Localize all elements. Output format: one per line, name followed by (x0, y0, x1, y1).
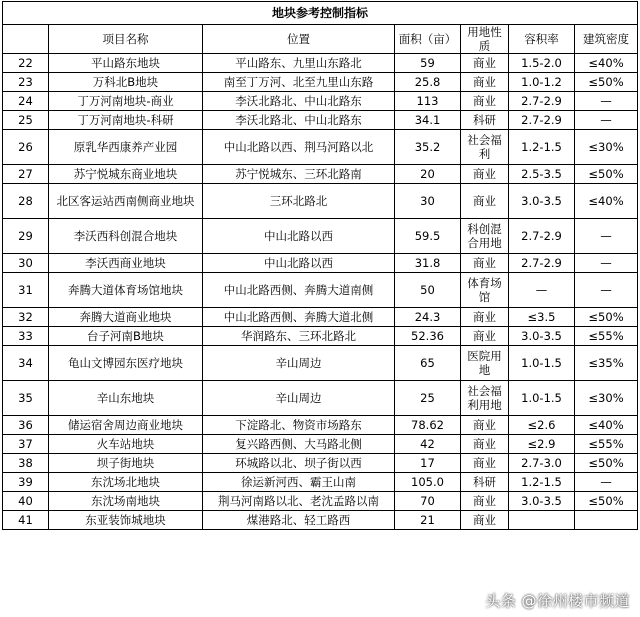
land-use-cell: 商业 (461, 435, 509, 454)
area-cell: 24.3 (395, 308, 461, 327)
table-row (3, 435, 638, 454)
plot-ratio-cell: ≤2.9 (509, 435, 575, 454)
land-use-cell: 科研 (461, 473, 509, 492)
location-cell: 辛山周边 (203, 346, 395, 381)
area-cell: 78.62 (395, 416, 461, 435)
project-name-cell: 坝子街地块 (49, 454, 203, 473)
building-density-cell: ≤35% (575, 346, 638, 381)
project-name-cell: 丁万河南地块-科研 (49, 111, 203, 130)
plot-ratio-cell: 2.5-3.5 (509, 165, 575, 184)
building-density-cell: ≤40% (575, 54, 638, 73)
land-use-cell: 商业 (461, 492, 509, 511)
column-header: 位置 (203, 25, 395, 54)
area-cell: 31.8 (395, 254, 461, 273)
area-cell: 113 (395, 92, 461, 111)
location-cell: 南至丁万河、北至九里山东路 (203, 73, 395, 92)
table-row (3, 111, 638, 130)
project-name-cell: 李沃西商业地块 (49, 254, 203, 273)
row-number-cell: 33 (3, 327, 49, 346)
row-number-cell: 41 (3, 511, 49, 530)
table-row (3, 492, 638, 511)
table-row (3, 273, 638, 308)
table-row (3, 92, 638, 111)
plot-ratio-cell: 2.7-2.9 (509, 92, 575, 111)
plot-ratio-cell: 3.0-3.5 (509, 184, 575, 219)
plot-ratio-cell: 1.0-1.2 (509, 73, 575, 92)
row-number-cell: 22 (3, 54, 49, 73)
project-name-cell: 台子河南B地块 (49, 327, 203, 346)
row-number-cell: 36 (3, 416, 49, 435)
row-number-cell: 31 (3, 273, 49, 308)
watermark: 头条 @徐州楼市频道 (485, 592, 630, 610)
row-number-cell: 23 (3, 73, 49, 92)
location-cell: 苏宁悦城东、三环北路南 (203, 165, 395, 184)
table-row (3, 346, 638, 381)
plot-ratio-cell (509, 511, 575, 530)
project-name-cell: 李沃西科创混合地块 (49, 219, 203, 254)
location-cell: 荆马河南路以北、老沈孟路以南 (203, 492, 395, 511)
building-density-cell: ≤50% (575, 73, 638, 92)
row-number-cell: 30 (3, 254, 49, 273)
table-row (3, 454, 638, 473)
building-density-cell: ≤50% (575, 492, 638, 511)
area-cell: 42 (395, 435, 461, 454)
building-density-cell: — (575, 111, 638, 130)
area-cell: 30 (395, 184, 461, 219)
building-density-cell (575, 511, 638, 530)
plot-ratio-cell: ≤3.5 (509, 308, 575, 327)
building-density-cell: ≤55% (575, 327, 638, 346)
plot-ratio-cell: 2.7-3.0 (509, 454, 575, 473)
location-cell: 中山北路西侧、奔腾大道南侧 (203, 273, 395, 308)
table-row (3, 165, 638, 184)
land-use-cell: 商业 (461, 73, 509, 92)
building-density-cell: ≤40% (575, 184, 638, 219)
plot-ratio-cell: 1.0-1.5 (509, 381, 575, 416)
row-number-cell: 35 (3, 381, 49, 416)
area-cell: 17 (395, 454, 461, 473)
building-density-cell: — (575, 254, 638, 273)
row-number-cell: 26 (3, 130, 49, 165)
land-use-cell: 社会福利用地 (461, 381, 509, 416)
location-cell: 中山北路西侧、奔腾大道北侧 (203, 308, 395, 327)
project-name-cell: 平山路东地块 (49, 54, 203, 73)
land-use-cell: 商业 (461, 327, 509, 346)
location-cell: 李沃北路北、中山北路东 (203, 111, 395, 130)
plot-ratio-cell: 2.7-2.9 (509, 111, 575, 130)
header-row (3, 25, 638, 54)
table-row (3, 219, 638, 254)
location-cell: 徐运新河西、霸王山南 (203, 473, 395, 492)
location-cell: 环城路以北、坝子街以西 (203, 454, 395, 473)
table-row (3, 327, 638, 346)
location-cell: 华润路东、三环北路北 (203, 327, 395, 346)
area-cell: 50 (395, 273, 461, 308)
location-cell: 下淀路北、物资市场路东 (203, 416, 395, 435)
building-density-cell: ≤50% (575, 165, 638, 184)
land-use-cell: 商业 (461, 308, 509, 327)
plot-ratio-cell: 3.0-3.5 (509, 492, 575, 511)
building-density-cell: ≤50% (575, 308, 638, 327)
land-use-cell: 商业 (461, 165, 509, 184)
area-cell: 21 (395, 511, 461, 530)
land-use-cell: 体育场馆 (461, 273, 509, 308)
row-number-cell: 29 (3, 219, 49, 254)
project-name-cell: 火车站地块 (49, 435, 203, 454)
row-number-cell: 39 (3, 473, 49, 492)
column-header: 容积率 (509, 25, 575, 54)
area-cell: 105.0 (395, 473, 461, 492)
plot-ratio-cell: ≤2.6 (509, 416, 575, 435)
land-use-cell: 社会福利 (461, 130, 509, 165)
table-title: 地块参考控制指标 (3, 2, 638, 25)
row-number-cell: 34 (3, 346, 49, 381)
area-cell: 59 (395, 54, 461, 73)
plot-ratio-cell: 2.7-2.9 (509, 254, 575, 273)
area-cell: 59.5 (395, 219, 461, 254)
building-density-cell: — (575, 473, 638, 492)
land-use-cell: 商业 (461, 416, 509, 435)
table-row (3, 308, 638, 327)
project-name-cell: 龟山文博园东医疗地块 (49, 346, 203, 381)
project-name-cell: 储运宿舍周边商业地块 (49, 416, 203, 435)
location-cell: 中山北路以西 (203, 219, 395, 254)
building-density-cell: ≤30% (575, 130, 638, 165)
building-density-cell: ≤55% (575, 435, 638, 454)
area-cell: 65 (395, 346, 461, 381)
table-row (3, 130, 638, 165)
table-body (3, 54, 638, 530)
row-number-cell: 37 (3, 435, 49, 454)
plot-ratio-cell: 2.7-2.9 (509, 219, 575, 254)
location-cell: 煤港路北、轻工路西 (203, 511, 395, 530)
building-density-cell: — (575, 92, 638, 111)
land-use-cell: 医院用地 (461, 346, 509, 381)
project-name-cell: 原乳华西康养产业园 (49, 130, 203, 165)
table-row (3, 73, 638, 92)
location-cell: 李沃北路北、中山北路东 (203, 92, 395, 111)
building-density-cell: ≤40% (575, 416, 638, 435)
project-name-cell: 丁万河南地块-商业 (49, 92, 203, 111)
building-density-cell: — (575, 219, 638, 254)
project-name-cell: 北区客运站西南侧商业地块 (49, 184, 203, 219)
column-header: 建筑密度 (575, 25, 638, 54)
plot-ratio-cell: 1.5-2.0 (509, 54, 575, 73)
location-cell: 三环北路北 (203, 184, 395, 219)
table-row (3, 511, 638, 530)
table-row (3, 473, 638, 492)
building-density-cell: — (575, 273, 638, 308)
plot-ratio-cell: 3.0-3.5 (509, 327, 575, 346)
table-row (3, 416, 638, 435)
project-name-cell: 东亚装饰城地块 (49, 511, 203, 530)
project-name-cell: 辛山东地块 (49, 381, 203, 416)
building-density-cell: ≤30% (575, 381, 638, 416)
project-name-cell: 奔腾大道商业地块 (49, 308, 203, 327)
row-number-cell: 28 (3, 184, 49, 219)
location-cell: 辛山周边 (203, 381, 395, 416)
row-number-cell: 32 (3, 308, 49, 327)
area-cell: 70 (395, 492, 461, 511)
row-number-cell: 40 (3, 492, 49, 511)
row-number-cell: 24 (3, 92, 49, 111)
location-cell: 平山路东、九里山东路北 (203, 54, 395, 73)
plot-ratio-cell: 1.2-1.5 (509, 473, 575, 492)
area-cell: 25 (395, 381, 461, 416)
plot-ratio-cell: — (509, 273, 575, 308)
land-use-cell: 商业 (461, 511, 509, 530)
column-header: 用地性质 (461, 25, 509, 54)
project-name-cell: 苏宁悦城东商业地块 (49, 165, 203, 184)
location-cell: 中山北路以西 (203, 254, 395, 273)
area-cell: 52.36 (395, 327, 461, 346)
area-cell: 20 (395, 165, 461, 184)
row-number-cell: 25 (3, 111, 49, 130)
land-use-cell: 商业 (461, 92, 509, 111)
project-name-cell: 万科北B地块 (49, 73, 203, 92)
area-cell: 34.1 (395, 111, 461, 130)
building-density-cell: ≤50% (575, 454, 638, 473)
row-number-cell: 27 (3, 165, 49, 184)
column-header (3, 25, 49, 54)
plot-ratio-cell: 1.2-1.5 (509, 130, 575, 165)
project-name-cell: 东沈场北地块 (49, 473, 203, 492)
table-row (3, 54, 638, 73)
column-header: 面积（亩） (395, 25, 461, 54)
location-cell: 中山北路以西、荆马河路以北 (203, 130, 395, 165)
row-number-cell: 38 (3, 454, 49, 473)
project-name-cell: 奔腾大道体育场馆地块 (49, 273, 203, 308)
column-header: 项目名称 (49, 25, 203, 54)
area-cell: 25.8 (395, 73, 461, 92)
land-use-cell: 商业 (461, 184, 509, 219)
land-use-cell: 商业 (461, 54, 509, 73)
location-cell: 复兴路西侧、大马路北侧 (203, 435, 395, 454)
table-row (3, 184, 638, 219)
plot-ratio-cell: 1.0-1.5 (509, 346, 575, 381)
table-row (3, 381, 638, 416)
land-use-cell: 商业 (461, 454, 509, 473)
land-use-cell: 科研 (461, 111, 509, 130)
table-row (3, 254, 638, 273)
land-use-cell: 科创混合用地 (461, 219, 509, 254)
project-name-cell: 东沈场南地块 (49, 492, 203, 511)
land-control-table (2, 1, 638, 530)
land-use-cell: 商业 (461, 254, 509, 273)
area-cell: 35.2 (395, 130, 461, 165)
